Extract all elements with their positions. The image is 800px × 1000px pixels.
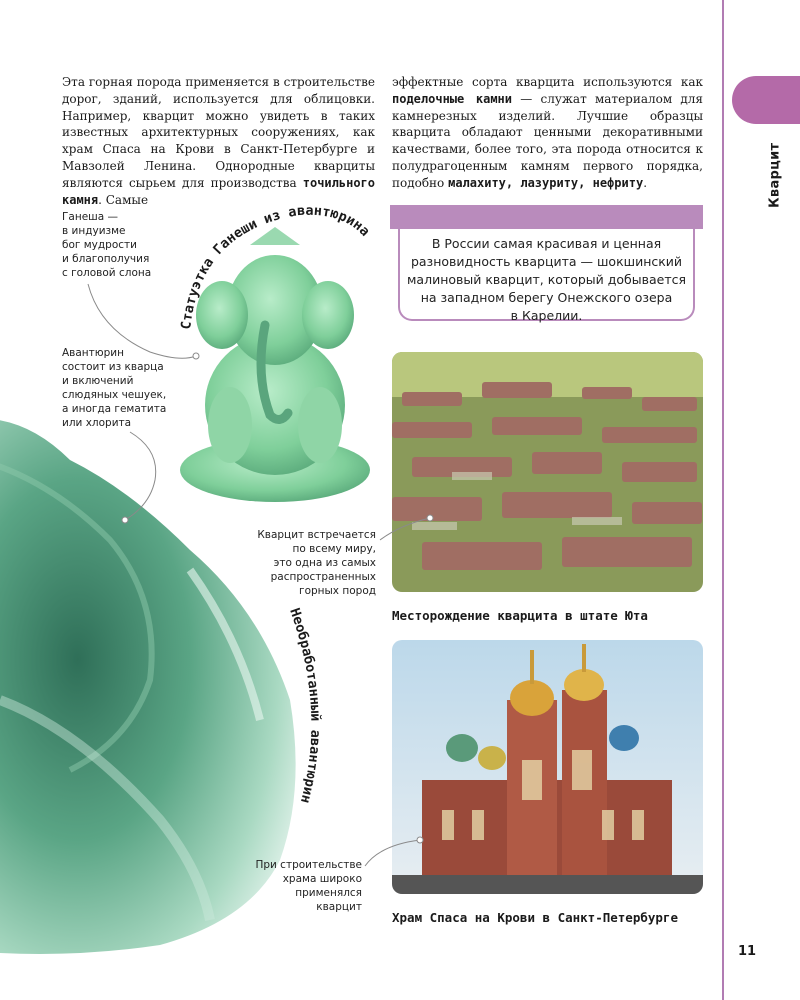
caption-utah: Месторождение кварцита в штате Юта xyxy=(392,608,648,623)
section-label: Кварцит xyxy=(767,142,783,208)
text-span: . Самые xyxy=(98,192,149,207)
caption-church: Храм Спаса на Крови в Санкт-Петербурге xyxy=(392,910,678,925)
note-line: бог мудрости xyxy=(62,239,137,251)
utah-quarry-photo xyxy=(392,352,703,592)
bold-term: точильного камня xyxy=(62,175,375,207)
bold-term: малахиту, лазуриту, нефриту xyxy=(448,175,644,190)
ganesha-statuette-image xyxy=(170,225,380,510)
note-temple xyxy=(250,858,362,914)
text-span: Эта горная порода применяется в строительстве дорог, зданий, используется для облицовки. Например, кварцит можно увидеть в таких известных архитектурных сооружениях, как храм Спаса на Крови в Санкт-Петербурге и Мавзолей Ленина. Однородные кварциты являются сырьем для производства xyxy=(62,75,375,190)
note-line: и благополучия xyxy=(62,253,150,265)
note-line: в индуизме xyxy=(62,225,126,237)
note-line: и включений xyxy=(62,375,134,387)
curved-title-statuette-text: Статуэтка Ганеши из авантюрина xyxy=(178,202,373,331)
callout-line: В России самая красивая и ценная xyxy=(431,236,662,251)
note-line: это одна из самых xyxy=(273,557,376,569)
bold-term: поделочные камни xyxy=(392,91,513,106)
callout-line: разновидность кварцита — шокшинский xyxy=(410,254,683,269)
note-line: Кварцит встречается xyxy=(257,529,376,541)
text-span: — служат материалом для камнерезных изделий. Лучшие образцы кварцита обладают ценными декоративными качествами, более того, эта порода относится к полудрагоценным камням первого порядка, подобно xyxy=(392,91,703,190)
callout-line: малиновый кварцит, который добывается xyxy=(406,272,687,287)
note-line: или хлорита xyxy=(62,417,132,429)
note-aventurine xyxy=(62,346,166,430)
note-line: слюдяных чешуек, xyxy=(62,389,167,401)
text-span: . xyxy=(643,175,648,190)
body-text-right xyxy=(392,74,703,192)
church-photo xyxy=(392,640,703,894)
note-line: храма широко xyxy=(282,873,362,885)
note-line: Ганеша — xyxy=(62,211,119,223)
callout-line: в Карелии. xyxy=(510,308,583,323)
note-line: горных пород xyxy=(299,585,376,597)
note-line: Авантюрин xyxy=(62,347,124,359)
note-line: кварцит xyxy=(316,901,362,913)
note-line: с головой слона xyxy=(62,267,152,279)
note-line: При строительстве xyxy=(255,859,362,871)
note-line: а иногда гематита xyxy=(62,403,167,415)
body-text-left xyxy=(62,74,375,208)
callout-line: на западном берегу Онежского озера xyxy=(420,290,673,305)
text-span: эффектные сорта кварцита используются как xyxy=(392,75,703,89)
note-line: по всему миру, xyxy=(292,543,376,555)
note-ganesha xyxy=(62,210,151,280)
section-tab xyxy=(732,76,800,124)
note-line: распространенных xyxy=(270,571,376,583)
note-line: применялся xyxy=(295,887,362,899)
note-line: состоит из кварца xyxy=(62,361,164,373)
callout-header-bar xyxy=(390,205,703,229)
callout-box xyxy=(398,229,695,321)
note-quartzite xyxy=(250,528,376,598)
page-number: 11 xyxy=(738,944,757,959)
curved-title-raw-text: Необработанный авантюрин xyxy=(286,606,324,805)
